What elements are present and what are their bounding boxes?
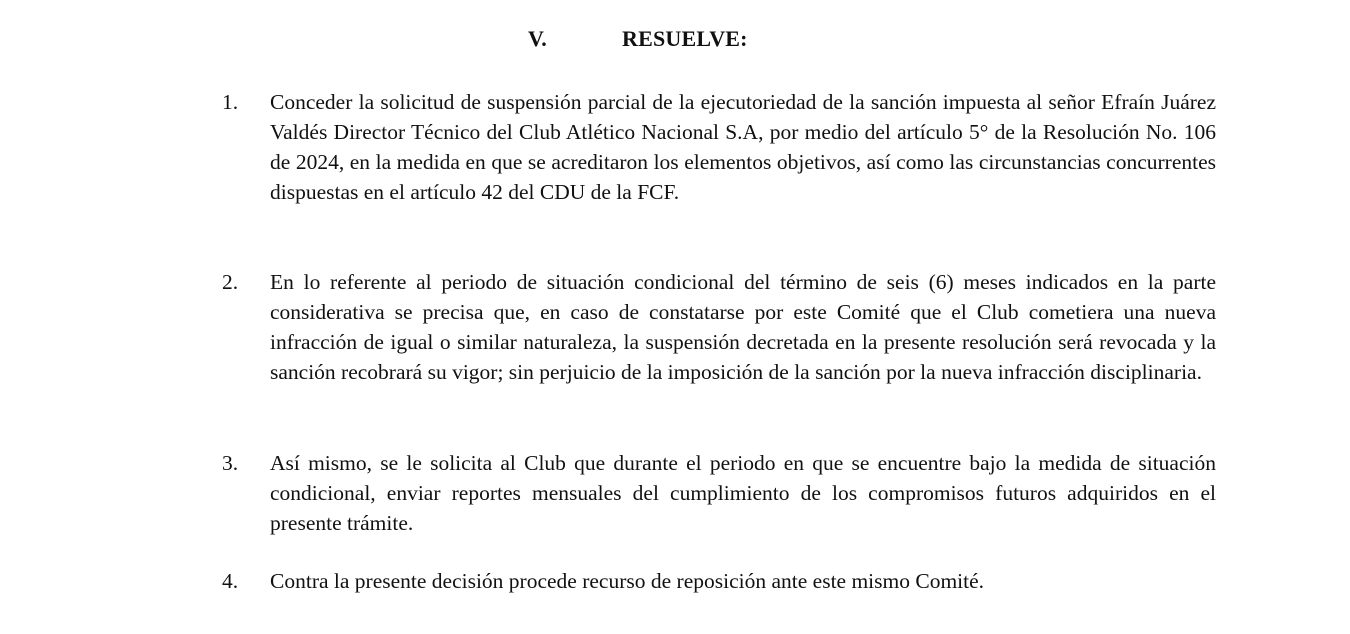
resolution-item-2	[222, 267, 1216, 387]
section-heading	[528, 26, 748, 52]
item-text: Así mismo, se le solicita al Club que durante el periodo en que se encuentre bajo la medida de situación condicional, enviar reportes mensuales del cumplimiento de los compromisos futuros adquiridos en el presente trámite.	[270, 451, 1216, 535]
item-number: 4.	[222, 569, 239, 593]
item-text: Contra la presente decisión procede recurso de reposición ante este mismo Comité.	[270, 569, 985, 593]
resolution-item-3	[222, 448, 1216, 538]
resolution-item-4	[222, 566, 1216, 596]
item-number: 1.	[222, 90, 239, 114]
item-text: Conceder la solicitud de suspensión parcial de la ejecutoriedad de la sanción impuesta al señor Efraín Juárez Valdés Director Técnico del Club Atlético Nacional S.A, por medio del artículo 5° de la Resolución No. 106 de 2024, en la medida en que se acreditaron los elementos objetivos, así como las circunstancias concurrentes dispuestas en el artículo 42 del CDU de la FCF.	[270, 90, 1216, 204]
section-title: RESUELVE:	[622, 26, 748, 51]
item-number: 3.	[222, 451, 239, 475]
resolution-item-1	[222, 87, 1216, 207]
item-number: 2.	[222, 270, 239, 294]
item-text: En lo referente al periodo de situación condicional del término de seis (6) meses indicados en la parte considerativa se precisa que, en caso de constatarse por este Comité que el Club cometiera una nueva infracción de igual o similar naturaleza, la suspensión decretada en la presente resolución será revocada y la sanción recobrará su vigor; sin perjuicio de la imposición de la sanción por la nueva infracción disciplinaria.	[270, 270, 1216, 384]
section-number: V.	[528, 26, 547, 51]
